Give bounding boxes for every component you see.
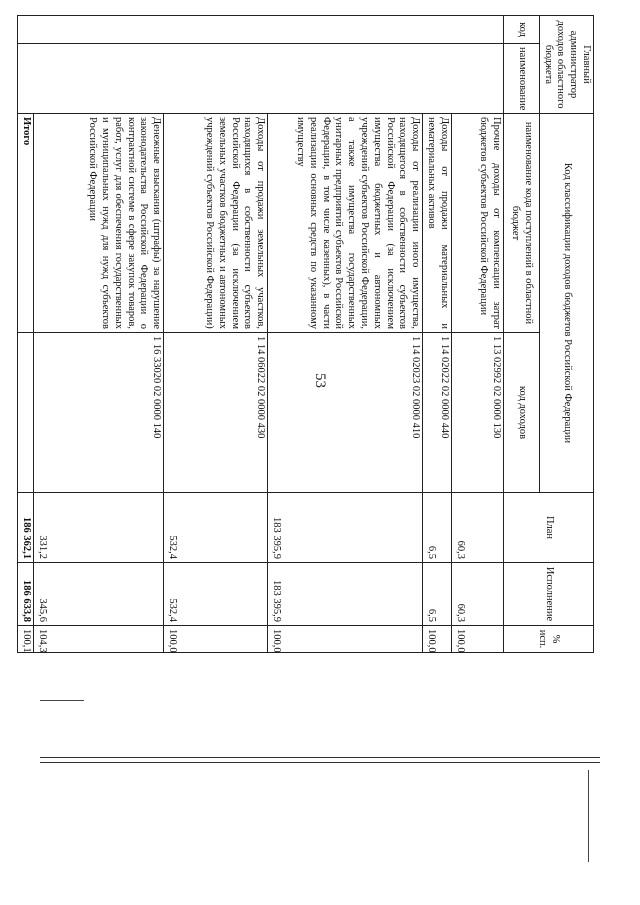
page-number: 53	[312, 373, 328, 388]
table-row	[451, 16, 503, 653]
page-side-rule	[588, 770, 589, 862]
plan-header: План	[503, 493, 593, 563]
income-name-cell: Доходы от продажи земельных участков, находящихся в собственности субъектов Российской Федерации (за исключением земельных участков бюджетных и автономных учреждений субъектов Российской Федерации)	[164, 114, 268, 333]
income-name-cell: Доходы от реализации иного имущества, находящегося в собственности субъектов Российской Федерации (за исключением имущества бюджетных и автономных учреждений субъектов Российской Федерации, а также имущества государственных унитарных предприятий субъектов Российской Федерации, в том числе казенных), в части реализации основных средств по указанному имуществу	[268, 114, 423, 333]
income-table	[17, 15, 594, 653]
admin-group-header: Главный администратор доходов областного бюджета	[539, 16, 593, 114]
execution-cell: 345,6	[34, 563, 164, 626]
total-plan-cell: 186 362,1	[18, 493, 34, 563]
income-name-cell: Доходы от продажи материальных и нематериальных активов	[423, 114, 452, 333]
total-execution-cell: 186 633,8	[18, 563, 34, 626]
total-label-cell: Итого	[18, 114, 34, 333]
income-code-cell: 1 14 06022 02 0000 430	[164, 333, 268, 493]
execution-cell: 183 395,9	[268, 563, 423, 626]
income-code-cell: 1 13 02992 02 0000 130	[451, 333, 503, 493]
execution-header: Исполнение	[503, 563, 593, 626]
plan-cell: 6,5	[423, 493, 452, 563]
execution-cell: 60,3	[451, 563, 503, 626]
percent-cell: 104,3	[34, 626, 164, 653]
page-divider-short	[40, 700, 84, 701]
income-name-cell: Денежные взыскания (штрафы) за нарушение законодательства Российской Федерации о контрактной системе в сфере закупок товаров, работ, услуг для обеспечения государственных и муниципальных нужд для нужд субъектов Российской Федерации	[34, 114, 164, 333]
total-code-cell	[18, 333, 34, 493]
admin-code-cell	[18, 16, 503, 44]
income-code-name-header: наименование кода поступлений в областной бюджет	[503, 114, 539, 333]
admin-code-header: код	[503, 16, 539, 44]
plan-cell: 60,3	[451, 493, 503, 563]
classification-group-header: Код классификации доходов бюджетов Российской Федерации	[539, 114, 593, 493]
percent-cell: 100,0	[164, 626, 268, 653]
percent-cell: 100,0	[268, 626, 423, 653]
income-code-cell: 1 14 02023 02 0000 410	[268, 333, 423, 493]
execution-cell: 6,5	[423, 563, 452, 626]
percent-cell: 100,0	[451, 626, 503, 653]
income-code-header: код доходов	[503, 333, 539, 493]
page-divider	[40, 757, 600, 758]
income-name-cell: Прочие доходы от компенсации затрат бюджетов субъектов Российской Федерации	[451, 114, 503, 333]
income-code-cell: 1 16 33020 02 0000 140	[34, 333, 164, 493]
plan-cell: 331,2	[34, 493, 164, 563]
income-code-cell: 1 14 02022 02 0000 440	[423, 333, 452, 493]
page-divider	[40, 762, 600, 763]
execution-cell: 532,4	[164, 563, 268, 626]
admin-name-cell	[18, 44, 503, 114]
income-table-container	[21, 15, 594, 653]
plan-cell: 532,4	[164, 493, 268, 563]
percent-header: % исп.	[503, 626, 593, 653]
percent-cell: 100,0	[423, 626, 452, 653]
admin-name-header: наименование	[503, 44, 539, 114]
total-percent-cell: 100,1	[18, 626, 34, 653]
plan-cell: 183 395,9	[268, 493, 423, 563]
